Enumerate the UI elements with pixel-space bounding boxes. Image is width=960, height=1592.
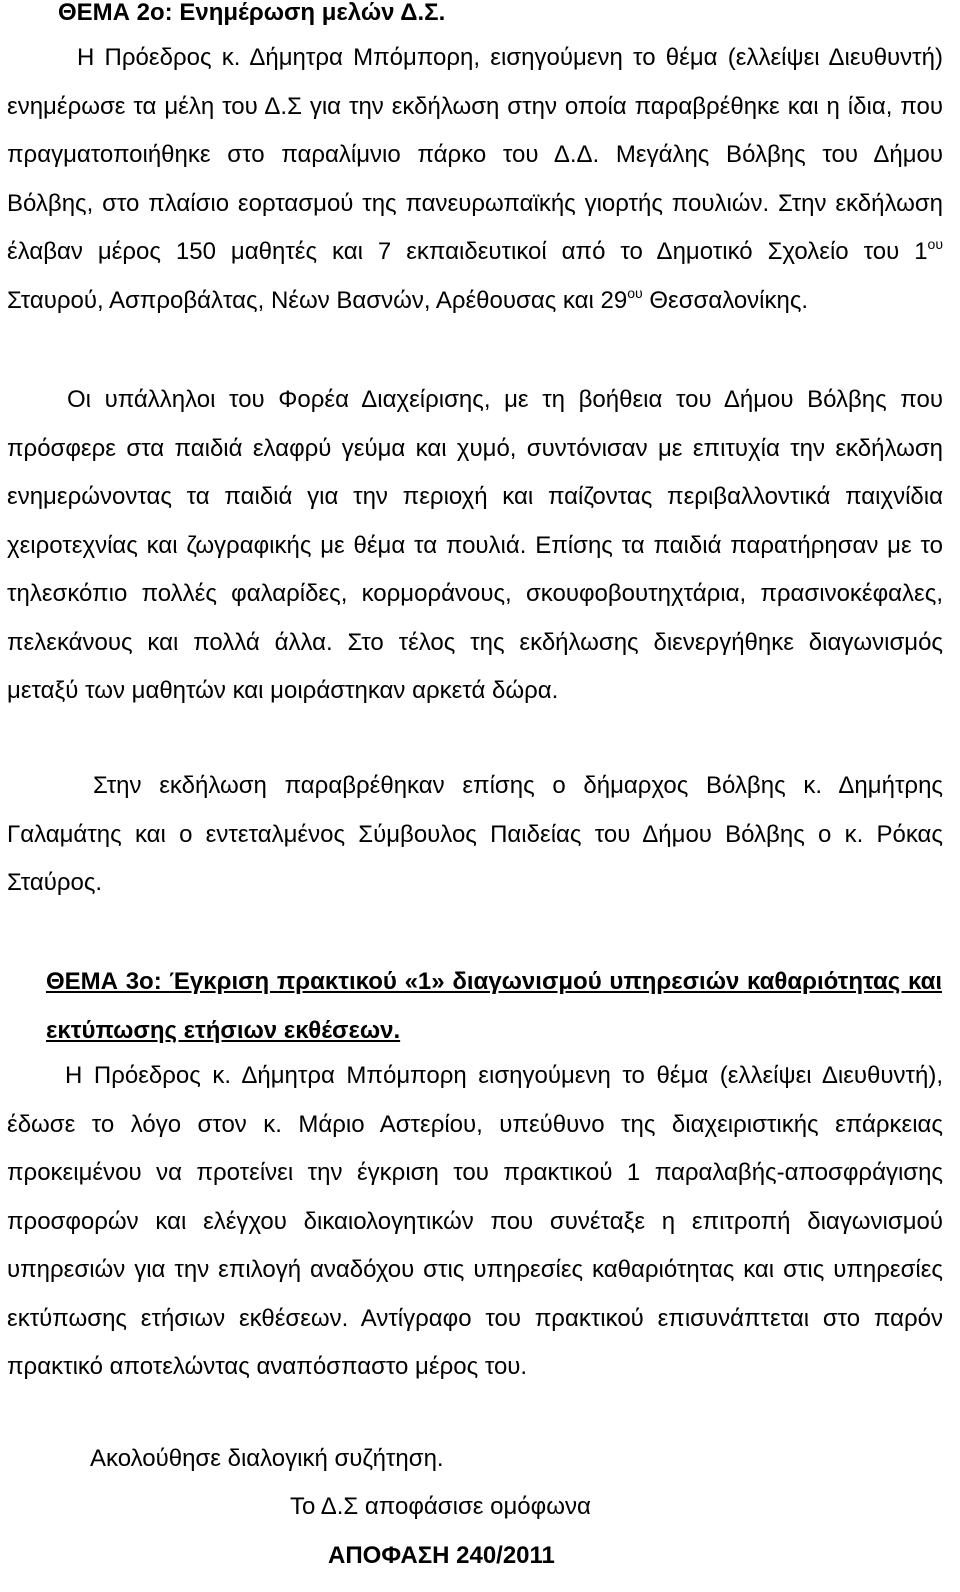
section-3-board-decision-line: Το Δ.Σ αποφάσισε ομόφωνα [290,1493,591,1520]
ordinal-superscript-2: ου [627,284,643,301]
decision-number: ΑΠΟΦΑΣΗ 240/2011 [328,1542,555,1569]
section-2-title: ΘΕΜΑ 2ο: Ενημέρωση μελών Δ.Σ. [58,0,446,26]
ordinal-superscript-1: ου [927,236,943,252]
section-3-paragraph-1: Η Πρόεδρος κ. Δήμητρα Μπόμπορη εισηγούμενη το θέμα (ελλείψει Διευθυντή), έδωσε το λόγο στον κ. Μάριο Αστερίου, υπεύθυνο της διαχειριστικής επάρκειας προκειμένου να προτείνει την έγκριση του πρακτικού 1 παραλαβής-αποσφράγισης προσφορών και ελέγχου δικαιολογητικών που συνέταξε η επιτροπή διαγωνισμού υπηρεσιών για την επιλογή αναδόχου στις υπηρεσίες καθαριότητας και στις υπηρεσίες εκτύπωσης ετήσιων εκθέσεων. Αντίγραφο του πρακτικού επισυνάπτεται στο παρόν πρακτικό αποτελώντας αναπόσπαστο μέρος του. [7,1062,943,1380]
section-2-paragraph-1 [7,34,943,325]
section-2-paragraph-1-part-b: Σταυρού, Ασπροβάλτας, Νέων Βασνών, Αρέθουσας και 29 [7,286,628,314]
section-3-title: ΘΕΜΑ 3ο: Έγκριση πρακτικού «1» διαγωνισμού υπηρεσιών καθαριότητας και εκτύπωσης ετήσιων εκθέσεων. [46,968,942,1044]
section-3-discussion-line: Ακολούθησε διαλογική συζήτηση. [90,1445,444,1472]
section-2-paragraph-3: Στην εκδήλωση παραβρέθηκαν επίσης ο δήμαρχος Βόλβης κ. Δημήτρης Γαλαμάτης και ο εντεταλμένος Σύμβουλος Παιδείας του Δήμου Βόλβης ο κ. Ρόκας Σταύρος. [7,772,943,896]
section-2-paragraph-1-part-a: Η Πρόεδρος κ. Δήμητρα Μπόμπορη, εισηγούμενη το θέμα (ελλείψει Διευθυντή) ενημέρωσε τα μέλη του Δ.Σ για την εκδήλωση στην οποία παραβρέθηκε και η ίδια, που πραγματοποιήθηκε στο παραλίμνιο πάρκο του Δ.Δ. Μεγάλης Βόλβης του Δήμου Βόλβης, στο πλαίσιο εορτασμού της πανευρωπαϊκής γιορτής πουλιών. Στην εκδήλωση έλαβαν μέρος 150 μαθητές και 7 εκπαιδευτικοί από το Δημοτικό Σχολείο του 1 [7,44,943,265]
section-2-paragraph-1-part-c: Θεσσαλονίκης. [642,286,809,314]
section-2-paragraph-2: Οι υπάλληλοι του Φορέα Διαχείρισης, με τη βοήθεια του Δήμου Βόλβης που πρόσφερε στα παιδιά ελαφρύ γεύμα και χυμό, συντόνισαν με επιτυχία την εκδήλωση ενημερώνοντας τα παιδιά για την περιοχή και παίζοντας περιβαλλοντικά παιχνίδια χειροτεχνίας και ζωγραφικής με θέμα τα πουλιά. Επίσης τα παιδιά παρατήρησαν με το τηλεσκόπιο πολλές φαλαρίδες, κορμοράνους, σκουφοβουτηχτάρια, πρασινοκέφαλες, πελεκάνους και πολλά άλλα. Στο τέλος της εκδήλωσης διενεργήθηκε διαγωνισμός μεταξύ των μαθητών και μοιράστηκαν αρκετά δώρα. [7,386,943,704]
